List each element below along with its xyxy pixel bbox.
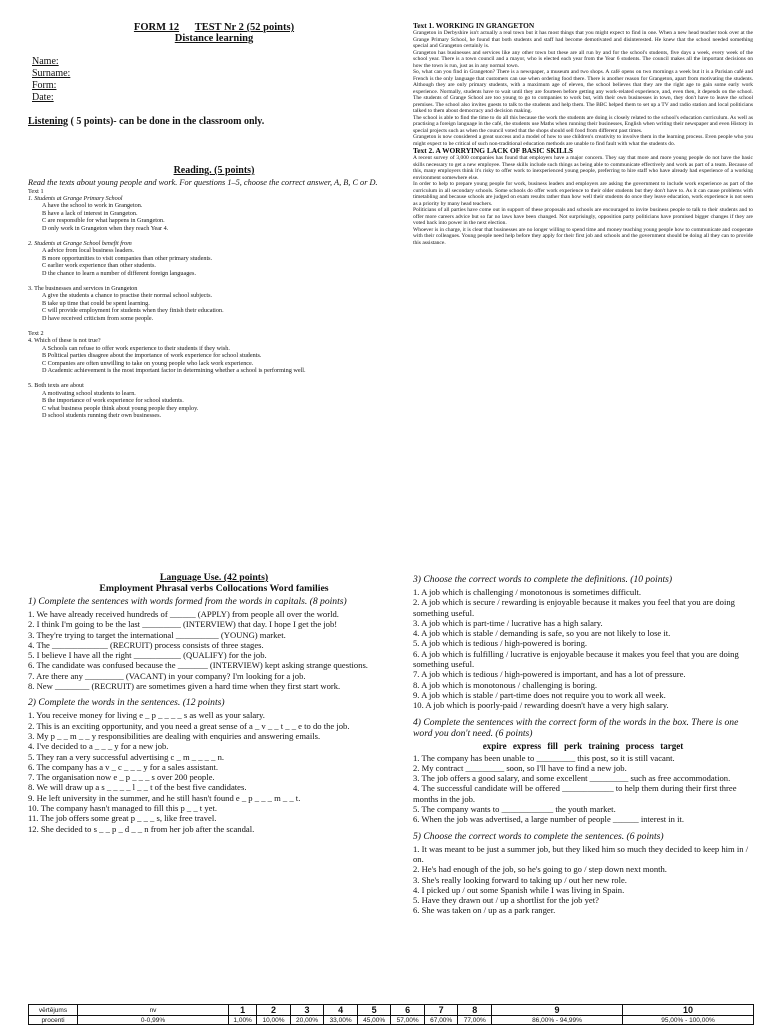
task4-item[interactable]: 4. The successful candidate will be offered ____________ to help them during their first three months in the job. <box>413 783 737 804</box>
task2-item[interactable]: 1. You receive money for living e _ p _ _ _ _ s as well as your salary. <box>28 710 265 721</box>
task4-item[interactable]: 5. The company wants to ____________ the youth market. <box>413 804 616 815</box>
text-paragraph: Grangeton is now considered a great success and a model of how to use children's creativity to involve them in the learning process. Even people who you might expect to be critical of such non-traditional education methods are unable to find fault with what the students do. <box>413 134 753 147</box>
task3-item[interactable]: 7. A job which is tedious / high-powered is important, and has a lot of pressure. <box>413 669 686 680</box>
language-use-title: Language Use. (42 points) <box>159 572 269 583</box>
answer-option[interactable]: D only work in Grangeton when they reach Year 4. <box>42 224 169 232</box>
task2-item[interactable]: 11. The job offers some great p _ _ _ s, like free travel. <box>28 813 217 824</box>
task2-item[interactable]: 12. She decided to s _ _ p _ d _ _ n from her job after the scandal. <box>28 823 255 834</box>
task3-item[interactable]: 3. A job which is part-time / lucrative has a high salary. <box>413 617 603 628</box>
text-paragraph: Grangeton has businesses and services like any other town but these are all run by and for the school's students, five days a week, every week of the school year. There is a town council and a mayor, who is elected each year from the Year 6 students. The council makes all the important decisions on how the town is run, just as in any normal town. <box>413 49 753 69</box>
task2-item[interactable]: 10. The company hasn't managed to fill this p _ _ t yet. <box>28 803 217 814</box>
task4-word-box: expire express fill perk training process target <box>482 740 684 751</box>
task5-item[interactable]: 5. Have they drawn out / up a shortlist for the job yet? <box>413 895 599 906</box>
answer-option[interactable]: B take up time that could be spent learning. <box>42 299 150 307</box>
task1-instructions: 1) Complete the sentences with words formed from the words in capitals. (8 points) <box>28 596 347 607</box>
answer-option[interactable]: A give the students a chance to practise their normal school subjects. <box>42 292 213 300</box>
grade-4: 4 <box>324 1005 358 1016</box>
text-paragraph: In order to help to prepare young people for work, business leaders and employers are asking the government to include work experience as part of the curriculum in all secondary schools. Some schools do offer work experience to their older students but they don't have to. As it can cause problems with timetabling and because schools are judged on exam results rather than how well their students do once they leave education, work experience is not seen as a priority by many head teachers. <box>413 181 753 207</box>
task1-item[interactable]: 2. I think I'm going to be the last _________ (INTERVIEW) that day. I hope I get the job! <box>28 619 338 630</box>
text1-title: Text 1. WORKING IN GRANGETON <box>413 22 535 30</box>
percent-3: 20,00% <box>290 1016 324 1025</box>
question-gap <box>28 419 400 427</box>
grade-row-label: vērtējums <box>29 1005 78 1016</box>
task2-item[interactable]: 9. He left university in the summer, and he still hasn't found e _ p _ _ _ m _ _ t. <box>28 792 301 803</box>
question-stem: 2. Students at Grange School benefit from <box>28 239 132 247</box>
right-bottom-column <box>413 572 753 922</box>
task1-item[interactable]: 8. New ________ (RECRUIT) are sometimes given a hard time when they first start work. <box>28 681 341 692</box>
reading-intro: Read the texts about young people and work. For questions 1–5, choose the correct answer, A, B, C or D. <box>28 178 378 187</box>
reading-question-2 <box>28 240 400 277</box>
left-top-column <box>28 22 400 427</box>
text1-label: Text 1 <box>28 187 44 195</box>
text-paragraph: Whoever is in charge, it is clear that businesses are no longer willing to spend time and money teaching young people how to communicate and cooperate with their colleagues. Young people need help before they apply for their first job and schools and the government should be doing all they can to provide this assistance. <box>413 226 753 246</box>
task2-item[interactable]: 5. They ran a very successful advertising c _ m _ _ _ _ n. <box>28 751 225 762</box>
answer-option[interactable]: C will provide employment for students when they finish their education. <box>42 307 224 315</box>
grade-6: 6 <box>391 1005 425 1016</box>
answer-option[interactable]: D school students running their own businesses. <box>42 412 162 420</box>
task4-item[interactable]: 6. When the job was advertised, a large number of people ______ interest in it. <box>413 814 685 825</box>
task4-item[interactable]: 1. The company has been unable to _________ this post, so it is still vacant. <box>413 752 675 763</box>
question-gap <box>28 322 400 330</box>
listening-section <box>28 116 400 127</box>
task1-item[interactable]: 6. The candidate was confused because the _______ (INTERVIEW) kept asking strange questions. <box>28 660 368 671</box>
task2-instructions: 2) Complete the words in the sentences. (12 points) <box>28 697 225 709</box>
question-stem: 5. Both texts are about <box>28 382 84 390</box>
answer-option[interactable]: A have the school to work in Grangeton. <box>42 202 143 210</box>
percent-row-label: procenti <box>29 1016 78 1025</box>
question-gap <box>28 232 400 240</box>
grade-7: 7 <box>424 1005 458 1016</box>
text2-body <box>413 155 753 246</box>
task3-item[interactable]: 4. A job which is stable / demanding is safe, so you are not likely to lose it. <box>413 628 671 639</box>
grading-table <box>28 1004 754 1025</box>
task1-item[interactable]: 3. They're trying to target the international __________ (YOUNG) market. <box>28 629 286 640</box>
task1-item[interactable]: 1. We have already received hundreds of ______ (APPLY) from people all over the world. <box>28 609 339 619</box>
answer-option[interactable]: B more opportunities to visit companies than other primary students. <box>42 254 213 262</box>
percent-2: 10,00% <box>257 1016 291 1025</box>
percent-10: 95,00% - 100,00% <box>623 1016 754 1025</box>
grade-10: 10 <box>623 1005 754 1016</box>
answer-option[interactable]: A Schools can refuse to offer work experience to their students if they wish. <box>42 344 230 352</box>
task2-item[interactable]: 3. My p _ _ m _ _ y responsibilities are dealing with enquiries and answering emails. <box>28 730 321 741</box>
answer-option[interactable]: B the importance of work experience for school students. <box>42 397 184 405</box>
text2-title: Text 2. A WORRYING LACK OF BASIC SKILLS <box>413 146 574 155</box>
percent-5: 45,00% <box>357 1016 391 1025</box>
text-paragraph: A recent survey of 3,000 companies has found that employers have a major concern. They say that more and more young people do not have the basic skills necessary to get a new employee. These skills include such things as being able to communicate effectively and work as part of a team. Because of this, many employers think it's risky to offer work to inexperienced young people, preferring to hire staff who have already had experience of a working environment somewhere else. <box>413 155 753 181</box>
task2-item[interactable]: 4. I've decided to a _ _ _ y for a new job. <box>28 741 169 752</box>
answer-option[interactable]: A advice from local business leaders. <box>42 247 135 255</box>
task3-instructions: 3) Choose the correct words to complete the definitions. (10 points) <box>413 574 673 585</box>
reading-question-3 <box>28 285 400 322</box>
question-stem: 3. The businesses and services in Grangeton <box>28 284 138 292</box>
reading-question-4 <box>28 337 400 374</box>
task3-item[interactable]: 9. A job which is stable / part-time does not require you to work all week. <box>413 689 666 700</box>
percent-1: 1,00% <box>229 1016 257 1025</box>
language-use-subtitle: Employment Phrasal verbs Collocations Word families <box>99 583 329 594</box>
grade-nv: nv <box>78 1005 229 1016</box>
text1-body <box>413 30 753 147</box>
right-top-column <box>413 22 753 246</box>
reading-question-5 <box>28 382 400 419</box>
grade-9: 9 <box>492 1005 623 1016</box>
task5-items <box>413 844 753 916</box>
field-surname[interactable]: Surname: <box>32 68 71 79</box>
percent-8: 77,00% <box>458 1016 492 1025</box>
grade-8: 8 <box>458 1005 492 1016</box>
answer-option[interactable]: C earlier work experience than other students. <box>42 262 156 270</box>
task3-item[interactable]: 6. A job which is fulfilling / lucrative is enjoyable because it makes you feel that you are doing something useful. <box>413 648 739 670</box>
listening-points: ( 5 points)- can be done in the classroom only. <box>68 116 265 127</box>
question-stem: 4. Which of these is not true? <box>28 337 101 345</box>
task3-item[interactable]: 5. A job which is tedious / high-powered is boring. <box>413 638 588 649</box>
task4-item[interactable]: 3. The job offers a good salary, and some excellent _________ such as free accommodation. <box>413 773 731 784</box>
task1-item[interactable]: 5. I believe I have all the right ___________ (QUALIFY) for the job. <box>28 650 267 661</box>
task3-items <box>413 587 753 711</box>
task2-item[interactable]: 7. The organisation now e _ p _ _ _ s over 200 people. <box>28 772 215 783</box>
text-paragraph: So, what can you find in Grangeton? There is a newspaper, a museum and two shops. A café opens on two mornings a week but it is a Parisian café and French is the only language that customers can use when ordering food there. There is another reason for Grangeton, apart from motivating the students. Although they are only primary students, with a maximum age of eleven, the school believes that they are the right age to gain some early work experience. Normally, students have to wait until they are fourteen before getting any work-related experience, and, even then, it depends on the school. The students of Grange School are too young to go to companies to work but, with their own businesses in town, they don't have to leave the school premises. The school also invites guests to talk to the students and help them. The BBC helped them to set up a TV and radio station and local politicians talked to them about democracy and decision making. <box>413 69 753 114</box>
left-bottom-column <box>28 572 400 840</box>
task5-item[interactable]: 1. It was meant to be just a summer job, but they liked him so much they decided to keep him in / on. <box>413 843 749 864</box>
grade-5: 5 <box>357 1005 391 1016</box>
task3-item[interactable]: 1. A job which is challenging / monotonous is sometimes difficult. <box>413 587 642 597</box>
task2-items <box>28 710 400 834</box>
listening-label: Listening <box>28 116 69 127</box>
percent-row <box>29 1016 754 1025</box>
answer-option[interactable]: C what business people think about young people they employ. <box>42 404 199 412</box>
text-paragraph: Grangeton in Derbyshire isn't actually a real town but it has most things that you might expect to find in one. When a new head teacher took over at the Grange Primary School, he found that both students and staff had become demotivated and disinterested. He knew that the school needed something special and Grangeton certainly is. <box>413 30 753 49</box>
test-header <box>28 22 400 33</box>
task3-item[interactable]: 8. A job which is monotonous / challenging is boring. <box>413 679 598 690</box>
task4-items <box>413 753 753 825</box>
answer-option[interactable]: D the chance to learn a number of different foreign languages. <box>42 269 196 277</box>
answer-option[interactable]: C are responsible for what happens in Grangeton. <box>42 217 165 225</box>
task2-item[interactable]: 8. We will draw up a s _ _ _ _ l _ _ t of the best five candidates. <box>28 782 247 793</box>
distance-learning-label: Distance learning <box>174 33 254 44</box>
question-gap <box>28 277 400 285</box>
task3-item[interactable]: 2. A job which is secure / rewarding is enjoyable because it makes you feel that you are doing something useful. <box>413 597 735 618</box>
answer-option[interactable]: D have received criticism from some people. <box>42 314 154 322</box>
reading-question-1 <box>28 195 400 232</box>
task5-item[interactable]: 6. She was taken on / up as a park ranger. <box>413 905 556 916</box>
task5-item[interactable]: 3. She's really looking forward to taking up / out her new role. <box>413 874 627 885</box>
field-name[interactable]: Name: <box>32 56 59 67</box>
task5-instructions: 5) Choose the correct words to complete the sentences. (6 points) <box>413 830 664 842</box>
question-gap <box>28 374 400 382</box>
text-paragraph: Politicians of all parties have come out in support of these proposals and schools are encouraged to invite business people to talk to their students and to offer more careers advice but so far no laws have been changed. Not surprisingly, opposition party politicians have promised bigger changes if they are voted back into power in the next election. <box>413 207 753 226</box>
task4-instructions: 4) Complete the sentences with the correct form of the words in the box. There is one word you don't need. (6 points) <box>413 716 739 739</box>
text2-label: Text 2 <box>28 330 44 337</box>
task2-item[interactable]: 2. This is an exciting opportunity, and you need a great sense of a _ v _ _ t _ _ e to do the job. <box>28 720 350 731</box>
answer-option[interactable]: A motivating school students to learn. <box>42 389 136 397</box>
answer-option[interactable]: B Political parties disagree about the importance of work experience for school students. <box>42 352 262 360</box>
percent-9: 86,00% - 94,99% <box>492 1016 623 1025</box>
task1-item[interactable]: 7. Are there any _________ (VACANT) in your company? I'm looking for a job. <box>28 670 306 681</box>
task5-item[interactable]: 4. I picked up / out some Spanish while I was living in Spain. <box>413 884 625 895</box>
task3-item[interactable]: 10. A job which is poorly-paid / rewarding doesn't have a very high salary. <box>413 700 669 711</box>
percent-6: 57,00% <box>391 1016 425 1025</box>
student-fields <box>32 56 400 104</box>
grade-2: 2 <box>257 1005 291 1016</box>
text-paragraph: The school is able to find the time to do all this because the work the students are doing is closely related to the school's education curriculum. As well as practising a foreign language in the café, the students use Maths when running their businesses, English when writing their newspaper and even History in special projects such as when the council voted that the shops should sell food from different past times. <box>413 114 753 134</box>
reading-title: Reading. (5 points) <box>173 165 255 176</box>
task1-item[interactable]: 4. The _____________ (RECRUIT) process consists of three stages. <box>28 639 264 650</box>
percent-nv: 0-0,99% <box>78 1016 229 1025</box>
reading-questions <box>28 195 400 428</box>
percent-4: 33,00% <box>324 1016 358 1025</box>
grade-3: 3 <box>290 1005 324 1016</box>
task2-item[interactable]: 6. The company has a v _ c _ _ _ y for a sales assistant. <box>28 761 219 772</box>
grade-1: 1 <box>229 1005 257 1016</box>
percent-7: 67,00% <box>424 1016 458 1025</box>
answer-option[interactable]: D Academic achievement is the most important factor in determining whether a school is performing well. <box>42 367 306 375</box>
answer-option[interactable]: B have a lack of interest in Grangeton. <box>42 209 138 217</box>
answer-option[interactable]: C Companies are often unwilling to take on young people who lack work experience. <box>42 359 254 367</box>
grade-row <box>29 1005 754 1016</box>
task5-item[interactable]: 2. He's had enough of the job, so he's going to go / step down next month. <box>413 864 667 875</box>
field-form[interactable]: Form: <box>32 80 57 91</box>
task4-item[interactable]: 2. My contract _________ soon, so I'll have to find a new job. <box>413 762 627 773</box>
form-label: FORM 12 <box>133 22 180 33</box>
field-date[interactable]: Date: <box>32 92 54 103</box>
question-stem: 1. Students at Grange Primary School <box>28 194 123 202</box>
test-label: TEST Nr 2 (52 points) <box>194 22 295 33</box>
task1-items <box>28 609 400 691</box>
